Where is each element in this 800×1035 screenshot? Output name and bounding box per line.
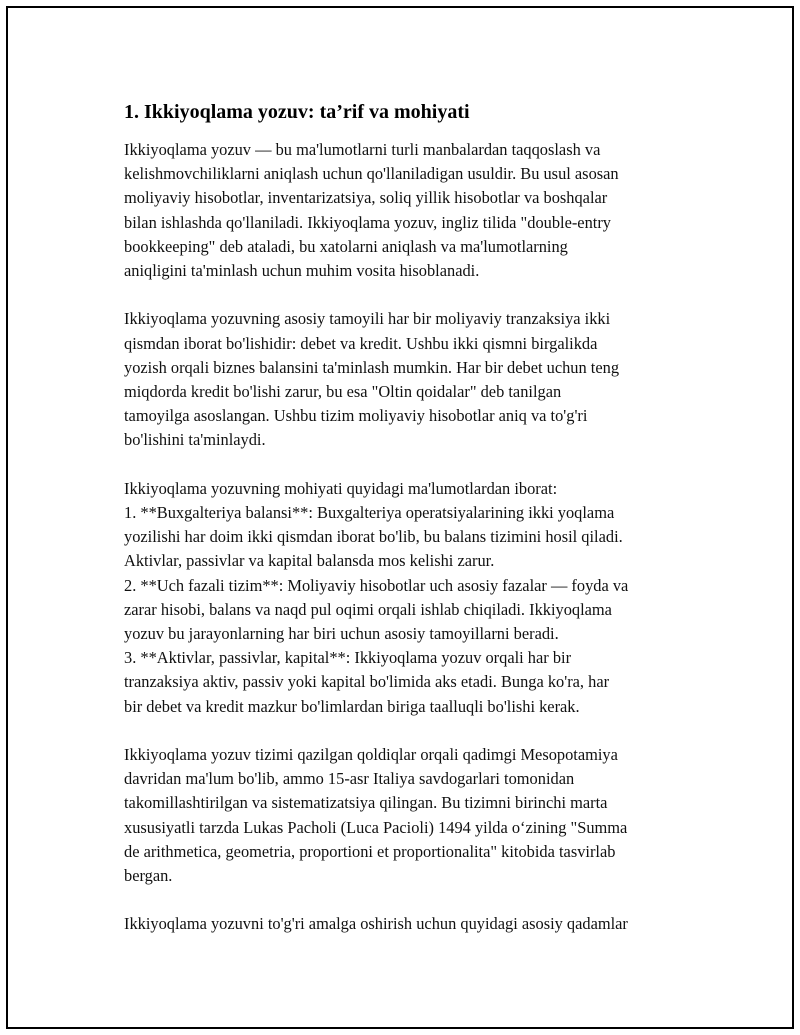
paragraph-history xyxy=(124,743,704,888)
page xyxy=(6,6,794,1029)
text-line: davridan ma'lum bo'lib, ammo 15-asr Italiya savdogarlari tomonidan xyxy=(124,769,575,789)
text-line: miqdorda kredit bo'lishi zarur, bu esa "Oltin qoidalar" deb tanilgan xyxy=(124,382,562,402)
text-line: aniqligini ta'minlash uchun muhim vosita hisoblanadi. xyxy=(124,261,480,281)
list-item-line: 1. **Buxgalteriya balansi**: Buxgalteriya operatsiyalarining ikki yoqlama xyxy=(124,503,615,523)
text-line: bookkeeping" deb ataladi, bu xatolarni aniqlash va ma'lumotlarning xyxy=(124,236,568,256)
text-line: Ikkiyoqlama yozuvning asosiy tamoyili har bir moliyaviy tranzaksiya ikki xyxy=(124,309,611,329)
text-line: tranzaksiya aktiv, passiv yoki kapital bo'limida aks etadi. Bunga ko'ra, har xyxy=(124,672,610,692)
text-line: yozilishi har doim ikki qismdan iborat bo'lib, bu balans tizimini hosil qiladi. xyxy=(124,527,623,547)
text-line: yozuv bu jarayonlarning har biri uchun asosiy tamoyillarni beradi. xyxy=(124,624,559,644)
text-line: bilan ishlashda qo'llaniladi. Ikkiyoqlama yozuv, ingliz tilida "double-entry xyxy=(124,212,611,232)
text-line: zarar hisobi, balans va naqd pul oqimi orqali ishlab chiqiladi. Ikkiyoqlama xyxy=(124,599,612,619)
text-line: Aktivlar, passivlar va kapital balansda mos kelishi zarur. xyxy=(124,551,495,571)
text-line: Ikkiyoqlama yozuvni to'g'ri amalga oshirish uchun quyidagi asosiy qadamlar xyxy=(124,914,628,934)
section-title: 1. Ikkiyoqlama yozuv: ta’rif va mohiyati xyxy=(124,101,470,123)
text-line: de arithmetica, geometria, proportioni et proportionalita" kitobida tasvirlab xyxy=(124,841,616,861)
text-line: xususiyatli tarzda Lukas Pacholi (Luca Pacioli) 1494 yilda o‘zining "Summa xyxy=(124,817,628,837)
text-line: tamoyilga asoslangan. Ushbu tizim moliyaviy hisobotlar aniq va to'g'ri xyxy=(124,406,588,426)
paragraph-essence-list xyxy=(124,477,704,719)
text-line: bo'lishini ta'minlaydi. xyxy=(124,430,266,450)
text-line: Ikkiyoqlama yozuvning mohiyati quyidagi ma'lumotlardan iborat: xyxy=(124,478,558,498)
document-body xyxy=(124,98,704,937)
text-line: Ikkiyoqlama yozuv — bu ma'lumotlarni turli manbalardan taqqoslash va xyxy=(124,140,601,159)
text-line: moliyaviy hisobotlar, inventarizatsiya, soliq yillik hisobotlar va boshqalar xyxy=(124,188,608,208)
text-line: bir debet va kredit mazkur bo'limlardan biriga taalluqli bo'lishi kerak. xyxy=(124,696,580,716)
text-line: qismdan iborat bo'lishidir: debet va kredit. Ushbu ikki qismni birgalikda xyxy=(124,333,598,353)
list-item-line: 2. **Uch fazali tizim**: Moliyaviy hisobotlar uch asosiy fazalar — foyda va xyxy=(124,575,629,595)
text-line: kelishmovchiliklarni aniqlash uchun qo'llaniladigan usuldir. Bu usul asosan xyxy=(124,164,619,184)
text-line: bergan. xyxy=(124,866,173,886)
paragraph-definition xyxy=(124,138,704,283)
text-line: takomillashtirilgan va sistematizatsiya qilingan. Bu tizimni birinchi marta xyxy=(124,793,608,813)
paragraph-principle xyxy=(124,307,704,452)
paragraph-steps xyxy=(124,912,704,936)
text-line: Ikkiyoqlama yozuv tizimi qazilgan qoldiqlar orqali qadimgi Mesopotamiya xyxy=(124,745,618,765)
text-line: yozish orqali biznes balansini ta'minlash mumkin. Har bir debet uchun teng xyxy=(124,357,620,377)
list-item-line: 3. **Aktivlar, passivlar, kapital**: Ikkiyoqlama yozuv orqali har bir xyxy=(124,648,572,668)
